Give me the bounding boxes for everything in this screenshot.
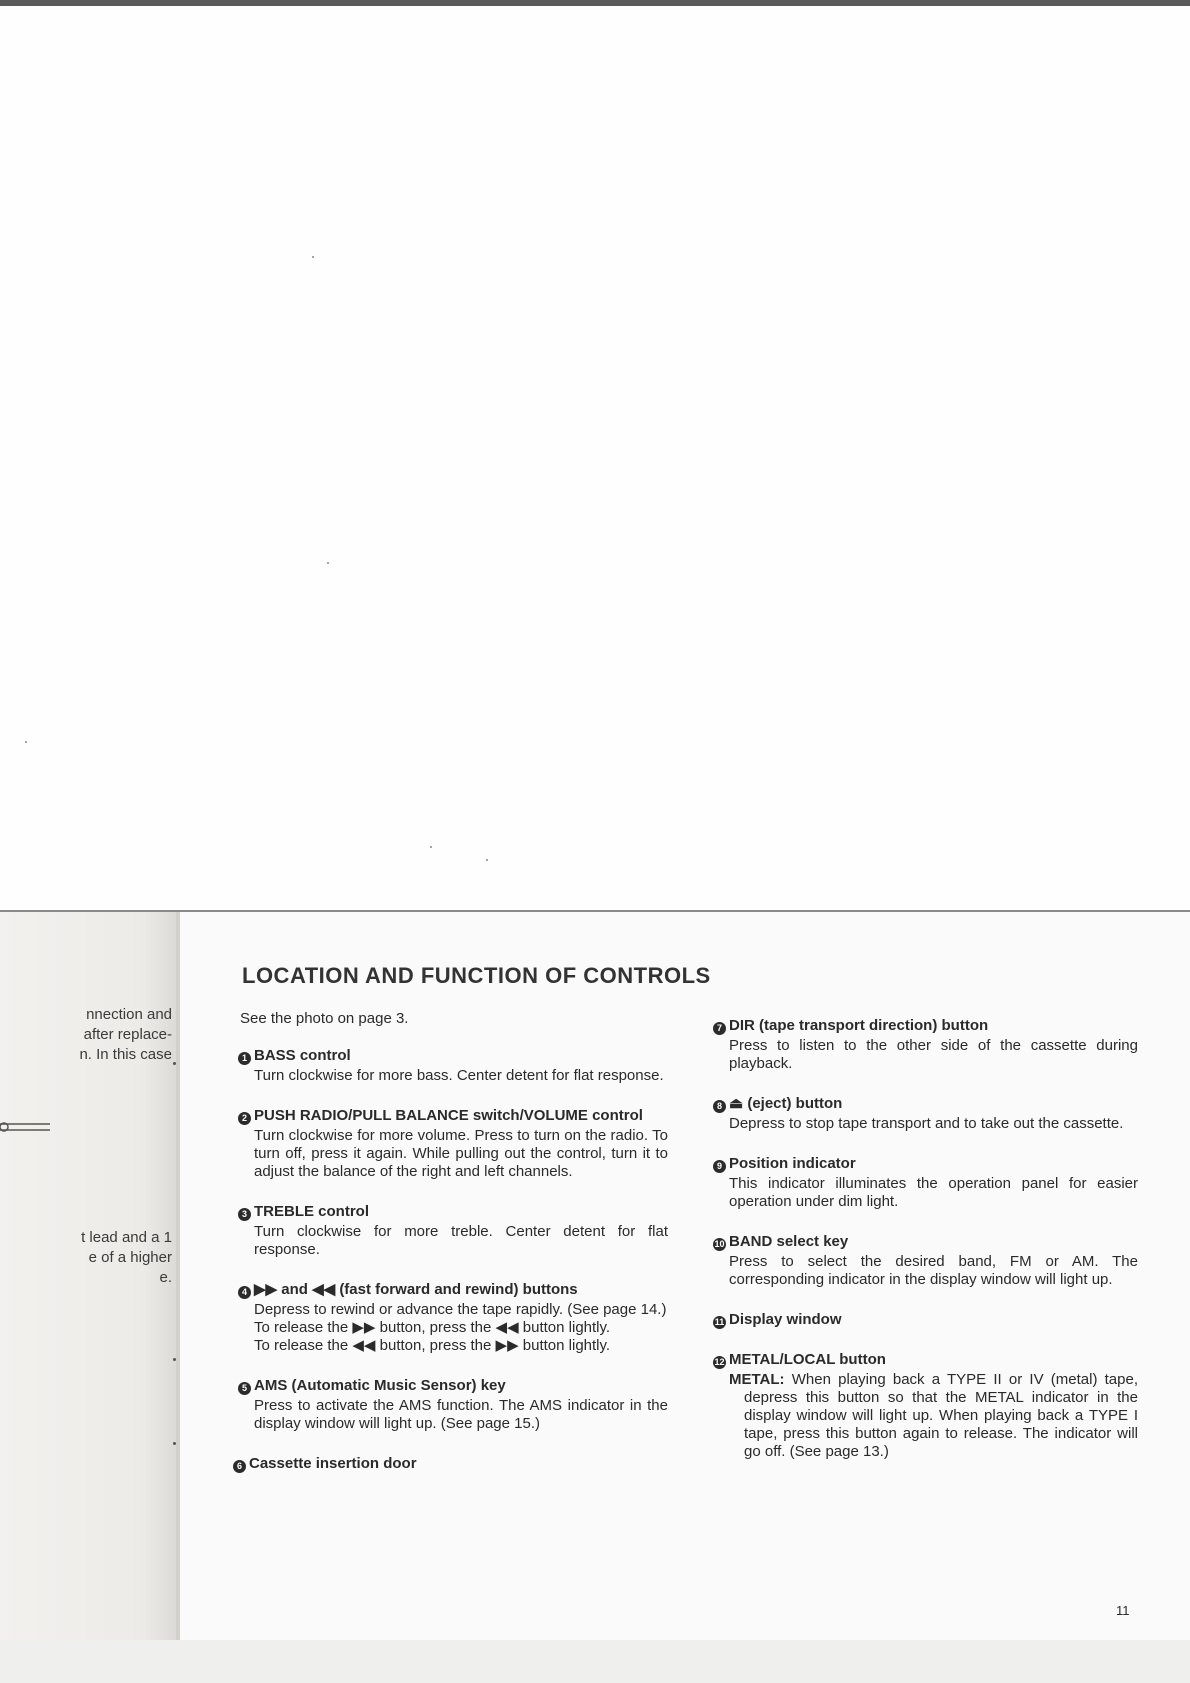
item-heading: ▶▶ and ◀◀ (fast forward and rewind) buttons <box>254 1281 578 1298</box>
left-page-text: e. <box>159 1269 172 1286</box>
item-heading: ⏏ (eject) button <box>729 1095 843 1112</box>
number-badge: 10 <box>714 1239 725 1249</box>
item-heading: Cassette insertion door <box>249 1455 417 1472</box>
scan-speck <box>25 741 27 743</box>
binding-mark <box>173 1442 176 1445</box>
scan-speck <box>430 846 432 848</box>
number-badge: 11 <box>714 1317 725 1327</box>
item-heading: AMS (Automatic Music Sensor) key <box>254 1377 506 1394</box>
number-badge: 6 <box>233 1460 246 1473</box>
item-heading: BAND select key <box>729 1233 849 1250</box>
number-badge: 9 <box>713 1160 726 1173</box>
item-heading: DIR (tape transport direction) button <box>729 1017 989 1034</box>
left-page-text: t lead and a 1 <box>81 1229 172 1246</box>
number-badge: 4 <box>238 1286 251 1299</box>
item-heading: PUSH RADIO/PULL BALANCE switch/VOLUME control <box>254 1107 643 1124</box>
item-heading: TREBLE control <box>254 1203 369 1220</box>
item-body: Turn clockwise for more bass. Center detent for flat response. <box>254 1067 664 1084</box>
control-item-bass <box>238 1047 668 1085</box>
item-body: Depress to rewind or advance the tape rapidly. (See page 14.) <box>254 1301 667 1318</box>
left-page-fragment <box>0 912 178 1642</box>
item-heading: Display window <box>729 1311 842 1328</box>
control-item-eject <box>713 1095 1138 1133</box>
item-body: Turn clockwise for more volume. Press to turn on the radio. To turn off, press it again. While pulling out the control, turn it to adjust the balance of the right and left channels. <box>254 1127 668 1180</box>
control-item-dir <box>713 1017 1138 1073</box>
page-number: 11 <box>1116 1603 1130 1618</box>
number-badge: 2 <box>238 1112 251 1125</box>
number-badge: 1 <box>238 1052 251 1065</box>
number-badge: 5 <box>238 1382 251 1395</box>
scan-speck <box>327 562 329 564</box>
connector-diagram-fragment <box>0 1120 55 1134</box>
left-page-text: nnection and <box>86 1006 172 1023</box>
number-badge: 3 <box>238 1208 251 1221</box>
left-page-text: e of a higher <box>88 1249 172 1266</box>
binding-mark <box>173 1062 176 1065</box>
item-body: Press to listen to the other side of the cassette during playback. <box>729 1037 1138 1072</box>
item-body: Depress to stop tape transport and to take out the cassette. <box>729 1115 1124 1132</box>
binding-mark <box>173 1358 176 1361</box>
item-body: Press to activate the AMS function. The AMS indicator in the display window will light up. (See page 15.) <box>254 1397 668 1432</box>
scan-speck <box>312 256 314 258</box>
metal-note <box>713 1371 1138 1461</box>
page-title: LOCATION AND FUNCTION OF CONTROLS <box>242 963 711 988</box>
metal-text: When playing back a TYPE II or IV (metal) tape, depress this button so that the METAL indicator in the display window will light up. When playing back a TYPE I tape, press this button again to release. The indicator will go off. (See page 13.) <box>744 1371 1138 1460</box>
control-item-cassette-door <box>233 1455 668 1473</box>
number-badge: 7 <box>713 1022 726 1035</box>
item-body: Turn clockwise for more treble. Center detent for flat response. <box>254 1223 668 1258</box>
item-heading: Position indicator <box>729 1155 856 1172</box>
item-body: This indicator illuminates the operation panel for easier operation under dim light. <box>729 1175 1138 1210</box>
item-heading: METAL/LOCAL button <box>729 1351 886 1368</box>
controls-column-right <box>713 1017 1138 1483</box>
blank-facing-sheet <box>0 6 1190 914</box>
control-item-display-window <box>713 1311 1138 1329</box>
left-page-text: n. In this case <box>79 1046 172 1063</box>
number-badge: 12 <box>714 1357 725 1367</box>
left-page-text: after replace- <box>83 1026 172 1043</box>
scan-speck <box>486 859 488 861</box>
control-item-metal-local <box>713 1351 1138 1461</box>
scan-bottom-edge <box>0 1640 1190 1683</box>
control-item-ams <box>238 1377 668 1433</box>
control-item-volume <box>238 1107 668 1181</box>
item-heading: BASS control <box>254 1047 351 1064</box>
control-item-treble <box>238 1203 668 1259</box>
control-item-position-indicator <box>713 1155 1138 1211</box>
number-badge: 8 <box>713 1100 726 1113</box>
item-body: To release the ▶▶ button, press the ◀◀ button lightly. <box>254 1319 611 1336</box>
item-body: To release the ◀◀ button, press the ▶▶ button lightly. <box>254 1337 611 1354</box>
intro-text: See the photo on page 3. <box>240 1010 409 1027</box>
metal-label: METAL: <box>729 1371 785 1388</box>
controls-column-left <box>238 1047 668 1495</box>
control-item-ff-rewind <box>238 1281 668 1355</box>
item-body: Press to select the desired band, FM or AM. The corresponding indicator in the display window will light up. <box>729 1253 1138 1288</box>
control-item-band <box>713 1233 1138 1289</box>
